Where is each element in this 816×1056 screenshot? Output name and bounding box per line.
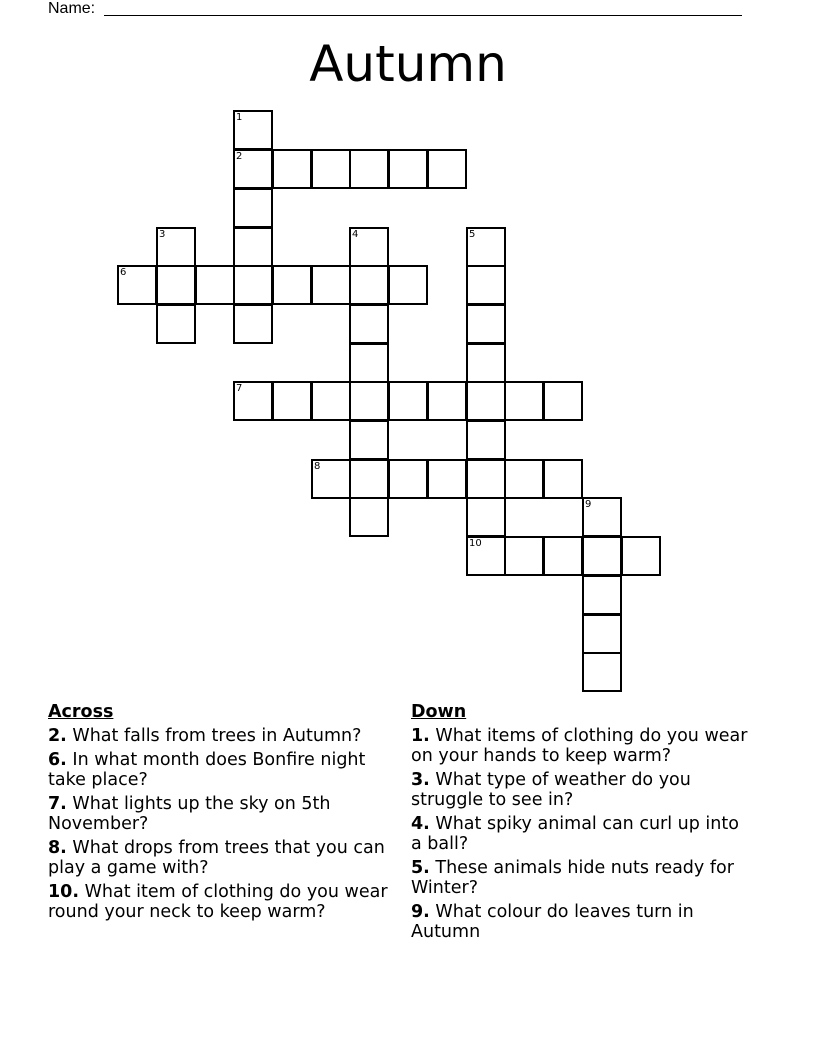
- grid-cell[interactable]: [117, 265, 157, 305]
- grid-cell[interactable]: [233, 304, 273, 344]
- grid-cell[interactable]: [543, 381, 583, 421]
- grid-cell[interactable]: [466, 420, 506, 460]
- grid-cell[interactable]: [388, 149, 428, 189]
- grid-cell[interactable]: [466, 536, 506, 576]
- grid-cell[interactable]: [466, 304, 506, 344]
- grid-cell[interactable]: [427, 459, 467, 499]
- grid-cell[interactable]: [233, 110, 273, 150]
- clue-number: 9: [585, 499, 592, 510]
- clue-text: What type of weather do you struggle to see in?: [411, 770, 691, 810]
- grid-cell[interactable]: [388, 459, 428, 499]
- clue-text: What lights up the sky on 5th November?: [48, 794, 331, 834]
- clue-num: 1.: [411, 726, 430, 746]
- down-clue: [411, 902, 751, 942]
- clue-number: 7: [236, 383, 243, 394]
- grid-cell[interactable]: [582, 497, 622, 537]
- grid-cell[interactable]: [543, 536, 583, 576]
- clue-num: 4.: [411, 814, 430, 834]
- clue-number: 5: [469, 229, 476, 240]
- clue-text: These animals hide nuts ready for Winter?: [411, 858, 734, 898]
- clue-text: What spiky animal can curl up into a ball?: [411, 814, 739, 854]
- grid-cell[interactable]: [504, 459, 544, 499]
- across-clue: [48, 726, 403, 746]
- grid-cell[interactable]: [311, 265, 351, 305]
- grid-cell[interactable]: [543, 459, 583, 499]
- across-clue: [48, 838, 403, 878]
- grid-cell[interactable]: [349, 497, 389, 537]
- grid-cell[interactable]: [272, 265, 312, 305]
- grid-cell[interactable]: [466, 265, 506, 305]
- grid-cell[interactable]: [156, 265, 196, 305]
- clue-num: 3.: [411, 770, 430, 790]
- grid-cell[interactable]: [427, 149, 467, 189]
- grid-cell[interactable]: [311, 381, 351, 421]
- grid-cell[interactable]: [427, 381, 467, 421]
- grid-cell[interactable]: [349, 343, 389, 383]
- across-heading: Across: [48, 702, 114, 722]
- clue-number: 2: [236, 151, 243, 162]
- grid-cell[interactable]: [233, 265, 273, 305]
- clue-num: 6.: [48, 750, 67, 770]
- name-label: Name:: [48, 0, 96, 17]
- grid-cell[interactable]: [582, 614, 622, 654]
- clue-text: What drops from trees that you can play a game with?: [48, 838, 385, 878]
- grid-cell[interactable]: [349, 420, 389, 460]
- down-heading: Down: [411, 702, 467, 722]
- clue-number: 1: [236, 112, 243, 123]
- clue-num: 7.: [48, 794, 67, 814]
- down-clue: [411, 770, 751, 810]
- across-clue: [48, 750, 403, 790]
- grid-cell[interactable]: [349, 265, 389, 305]
- across-clue: [48, 882, 403, 922]
- grid-cell[interactable]: [466, 497, 506, 537]
- clue-num: 8.: [48, 838, 67, 858]
- grid-cell[interactable]: [156, 304, 196, 344]
- grid-cell[interactable]: [349, 149, 389, 189]
- across-clues: [48, 702, 403, 926]
- down-clue: [411, 726, 751, 766]
- grid-cell[interactable]: [349, 459, 389, 499]
- grid-cell[interactable]: [466, 343, 506, 383]
- grid-cell[interactable]: [504, 536, 544, 576]
- clue-text: What items of clothing do you wear on your hands to keep warm?: [411, 726, 748, 766]
- grid-cell[interactable]: [582, 536, 622, 576]
- clue-num: 10.: [48, 882, 80, 902]
- clue-num: 9.: [411, 902, 430, 922]
- grid-cell[interactable]: [311, 459, 351, 499]
- clue-text: In what month does Bonfire night take place?: [48, 750, 366, 790]
- grid-cell[interactable]: [233, 149, 273, 189]
- across-clue: [48, 794, 403, 834]
- grid-cell[interactable]: [272, 381, 312, 421]
- grid-cell[interactable]: [349, 227, 389, 267]
- grid-cell[interactable]: [504, 381, 544, 421]
- clue-num: 5.: [411, 858, 430, 878]
- clue-number: 3: [159, 229, 166, 240]
- clue-text: What item of clothing do you wear round your neck to keep warm?: [48, 882, 388, 922]
- grid-cell[interactable]: [233, 227, 273, 267]
- grid-cell[interactable]: [388, 381, 428, 421]
- clue-number: 10: [469, 538, 482, 549]
- grid-cell[interactable]: [233, 188, 273, 228]
- clue-num: 2.: [48, 726, 67, 746]
- grid-cell[interactable]: [388, 265, 428, 305]
- clue-number: 8: [314, 461, 321, 472]
- down-clues: [411, 702, 751, 946]
- grid-cell[interactable]: [466, 459, 506, 499]
- grid-cell[interactable]: [466, 227, 506, 267]
- clue-number: 4: [352, 229, 359, 240]
- grid-cell[interactable]: [156, 227, 196, 267]
- grid-cell[interactable]: [466, 381, 506, 421]
- grid-cell[interactable]: [621, 536, 661, 576]
- grid-cell[interactable]: [582, 652, 622, 692]
- grid-cell[interactable]: [311, 149, 351, 189]
- grid-cell[interactable]: [582, 575, 622, 615]
- grid-cell[interactable]: [195, 265, 235, 305]
- down-clue: [411, 814, 751, 854]
- grid-cell[interactable]: [349, 381, 389, 421]
- grid-cell[interactable]: [272, 149, 312, 189]
- clue-text: What falls from trees in Autumn?: [72, 726, 362, 746]
- grid-cell[interactable]: [349, 304, 389, 344]
- down-clue: [411, 858, 751, 898]
- grid-cell[interactable]: [233, 381, 273, 421]
- clue-text: What colour do leaves turn in Autumn: [411, 902, 694, 942]
- clue-number: 6: [120, 267, 127, 278]
- puzzle-title: Autumn: [309, 35, 507, 93]
